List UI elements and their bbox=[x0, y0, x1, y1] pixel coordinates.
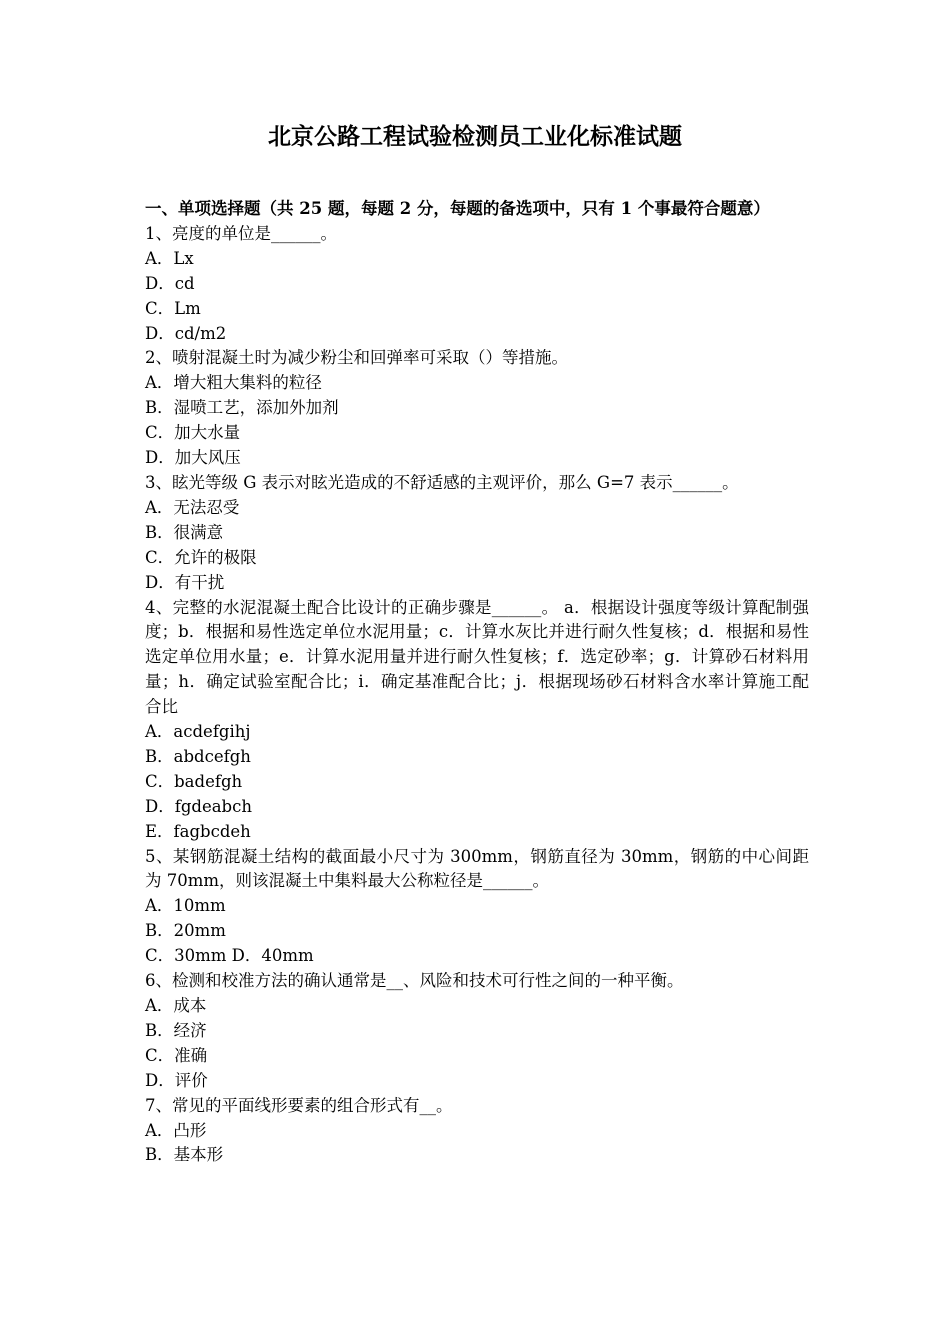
question-stem: 2、喷射混凝土时为减少粉尘和回弹率可采取（）等措施。 bbox=[145, 348, 568, 368]
question-block bbox=[145, 596, 809, 845]
answer-option: A．10mm bbox=[145, 896, 226, 916]
question-block bbox=[145, 471, 809, 596]
answer-option: C．加大水量 bbox=[145, 423, 241, 443]
answer-option: D．cd/m2 bbox=[145, 323, 227, 343]
question-stem: 4、完整的水泥混凝土配合比设计的正确步骤是______。 a．根据设计强度等级计算配制强度；b．根据和易性选定单位水泥用量；c．计算水灰比并进行耐久性复核；d．根据和易性选定单位用水量；e．计算水泥用量并进行耐久性复核；f．选定砂率；g．计算砂石材料用量；h．确定试验室配合比；i．确定基准配合比；j．根据现场砂石材料含水率计算施工配合比 bbox=[145, 597, 809, 717]
answer-option: A．凸形 bbox=[145, 1120, 207, 1140]
question-block bbox=[145, 1094, 809, 1169]
answer-option: C．准确 bbox=[145, 1045, 208, 1065]
question-stem: 7、常见的平面线形要素的组合形式有__。 bbox=[145, 1095, 453, 1115]
answer-option: A．成本 bbox=[145, 996, 207, 1015]
question-block bbox=[145, 222, 809, 347]
answer-option: B．基本形 bbox=[145, 1145, 224, 1165]
question-list bbox=[145, 222, 809, 1168]
document-body bbox=[145, 197, 809, 1168]
answer-option: A．acdefgihj bbox=[145, 722, 251, 742]
answer-option: B．20mm bbox=[145, 921, 226, 941]
answer-option: B．很满意 bbox=[145, 522, 224, 542]
question-block bbox=[145, 845, 809, 970]
answer-option: B．经济 bbox=[145, 1020, 207, 1040]
answer-option: D．fgdeabch bbox=[145, 796, 252, 816]
question-stem: 5、某钢筋混凝土结构的截面最小尺寸为 300mm，钢筋直径为 30mm，钢筋的中心间距为 70mm，则该混凝土中集料最大公称粒径是______。 bbox=[145, 846, 809, 891]
answer-option: D．加大风压 bbox=[145, 448, 241, 468]
answer-option: D．有干扰 bbox=[145, 572, 225, 592]
answer-option: A．增大粗大集料的粒径 bbox=[145, 373, 322, 393]
answer-option: A．无法忍受 bbox=[145, 497, 240, 517]
document-title: 北京公路工程试验检测员工业化标准试题 bbox=[268, 123, 682, 150]
answer-option: D．cd bbox=[145, 273, 195, 293]
question-block bbox=[145, 969, 809, 1094]
question-stem: 6、检测和校准方法的确认通常是__、风险和技术可行性之间的一种平衡。 bbox=[145, 971, 684, 991]
answer-option: A．Lx bbox=[145, 248, 194, 268]
question-stem: 3、眩光等级 G 表示对眩光造成的不舒适感的主观评价，那么 G=7 表示______。 bbox=[145, 472, 739, 492]
answer-option: B．湿喷工艺，添加外加剂 bbox=[145, 398, 339, 418]
section-heading: 一、单项选择题（共 25 题，每题 2 分，每题的备选项中，只有 1 个事最符合题意） bbox=[145, 199, 770, 218]
question-stem: 1、亮度的单位是______。 bbox=[145, 223, 337, 243]
answer-option: C．badefgh bbox=[145, 771, 243, 791]
answer-option: C．Lm bbox=[145, 298, 201, 318]
answer-option: E．fagbcdeh bbox=[145, 821, 251, 841]
answer-option: B．abdcefgh bbox=[145, 746, 251, 766]
answer-option: C．允许的极限 bbox=[145, 547, 257, 567]
question-block bbox=[145, 346, 809, 471]
answer-option: C．30mm D．40mm bbox=[145, 946, 314, 966]
answer-option: D．评价 bbox=[145, 1070, 208, 1090]
